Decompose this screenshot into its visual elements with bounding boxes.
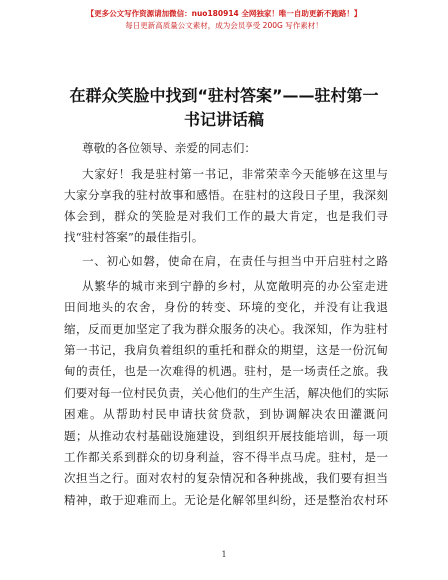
body-line: 从繁华的城市来到宁静的乡村，从宽敞明亮的办公室走进	[82, 279, 388, 293]
promo-banner	[0, 8, 448, 32]
body-line: 题；从推动农村基础设施建设，到组织开展技能培训，每一项	[64, 429, 388, 443]
salutation-line: 尊敬的各位领导、亲爱的同志们：	[82, 141, 256, 155]
section-heading: 一、初心如磐，使命在肩，在责任与担当中开启驻村之路	[82, 254, 388, 268]
body-line: 缩，反而更加坚定了我为群众服务的决心。我深知，作为驻村	[64, 322, 388, 336]
document-title-line-2: 书记讲话稿	[183, 110, 264, 129]
body-line: 们要对每一位村民负责，关心他们的生产生活，解决他们的实际	[64, 386, 389, 400]
body-line: 甸的责任，也是一次难得的机遇。驻村，是一场责任之旅。我	[64, 364, 388, 378]
document-title	[40, 84, 408, 132]
body-line: 次担当之行。面对农村的复杂情况和各种挑战，我们要有担当	[64, 471, 388, 485]
body-line: 田间地头的农舍，身份的转变、环境的变化，并没有让我退	[64, 300, 388, 314]
page-number: 1	[221, 550, 227, 559]
body-line: 大家好！我是驻村第一书记，非常荣幸今天能够在这里与	[82, 167, 388, 181]
body-line: 第一书记，我肩负着组织的重托和群众的期望，这是一份沉甸	[64, 343, 388, 357]
promo-banner-line-2: 每日更新高质量公文素材，成为会员享受 200G 写作素材！	[125, 21, 323, 30]
body-line: 困难。从帮助村民申请扶贫贷款，到协调解决农田灌溉问	[64, 407, 388, 421]
body-line: 大家分享我的驻村故事和感悟。在驻村的这段日子里，我深刻	[64, 188, 388, 202]
body-line: 精神，敢于迎难而上。无论是化解邻里纠纷，还是整治农村环	[64, 493, 388, 507]
promo-banner-line-1: 【更多公文写作资源请加微信：nuo180914 全网独家！唯一自助更新不跑路！】	[86, 9, 362, 18]
document-title-line-1: 在群众笑脸中找到“驻村答案”——驻村第一	[69, 86, 379, 105]
body-line: 找“驻村答案”的最佳指引。	[64, 230, 204, 244]
body-line: 工作都关系到群众的切身利益，容不得半点马虎。驻村，是一	[64, 450, 388, 464]
body-line: 体会到，群众的笑脸是对我们工作的最大肯定，也是我们寻	[64, 209, 388, 223]
